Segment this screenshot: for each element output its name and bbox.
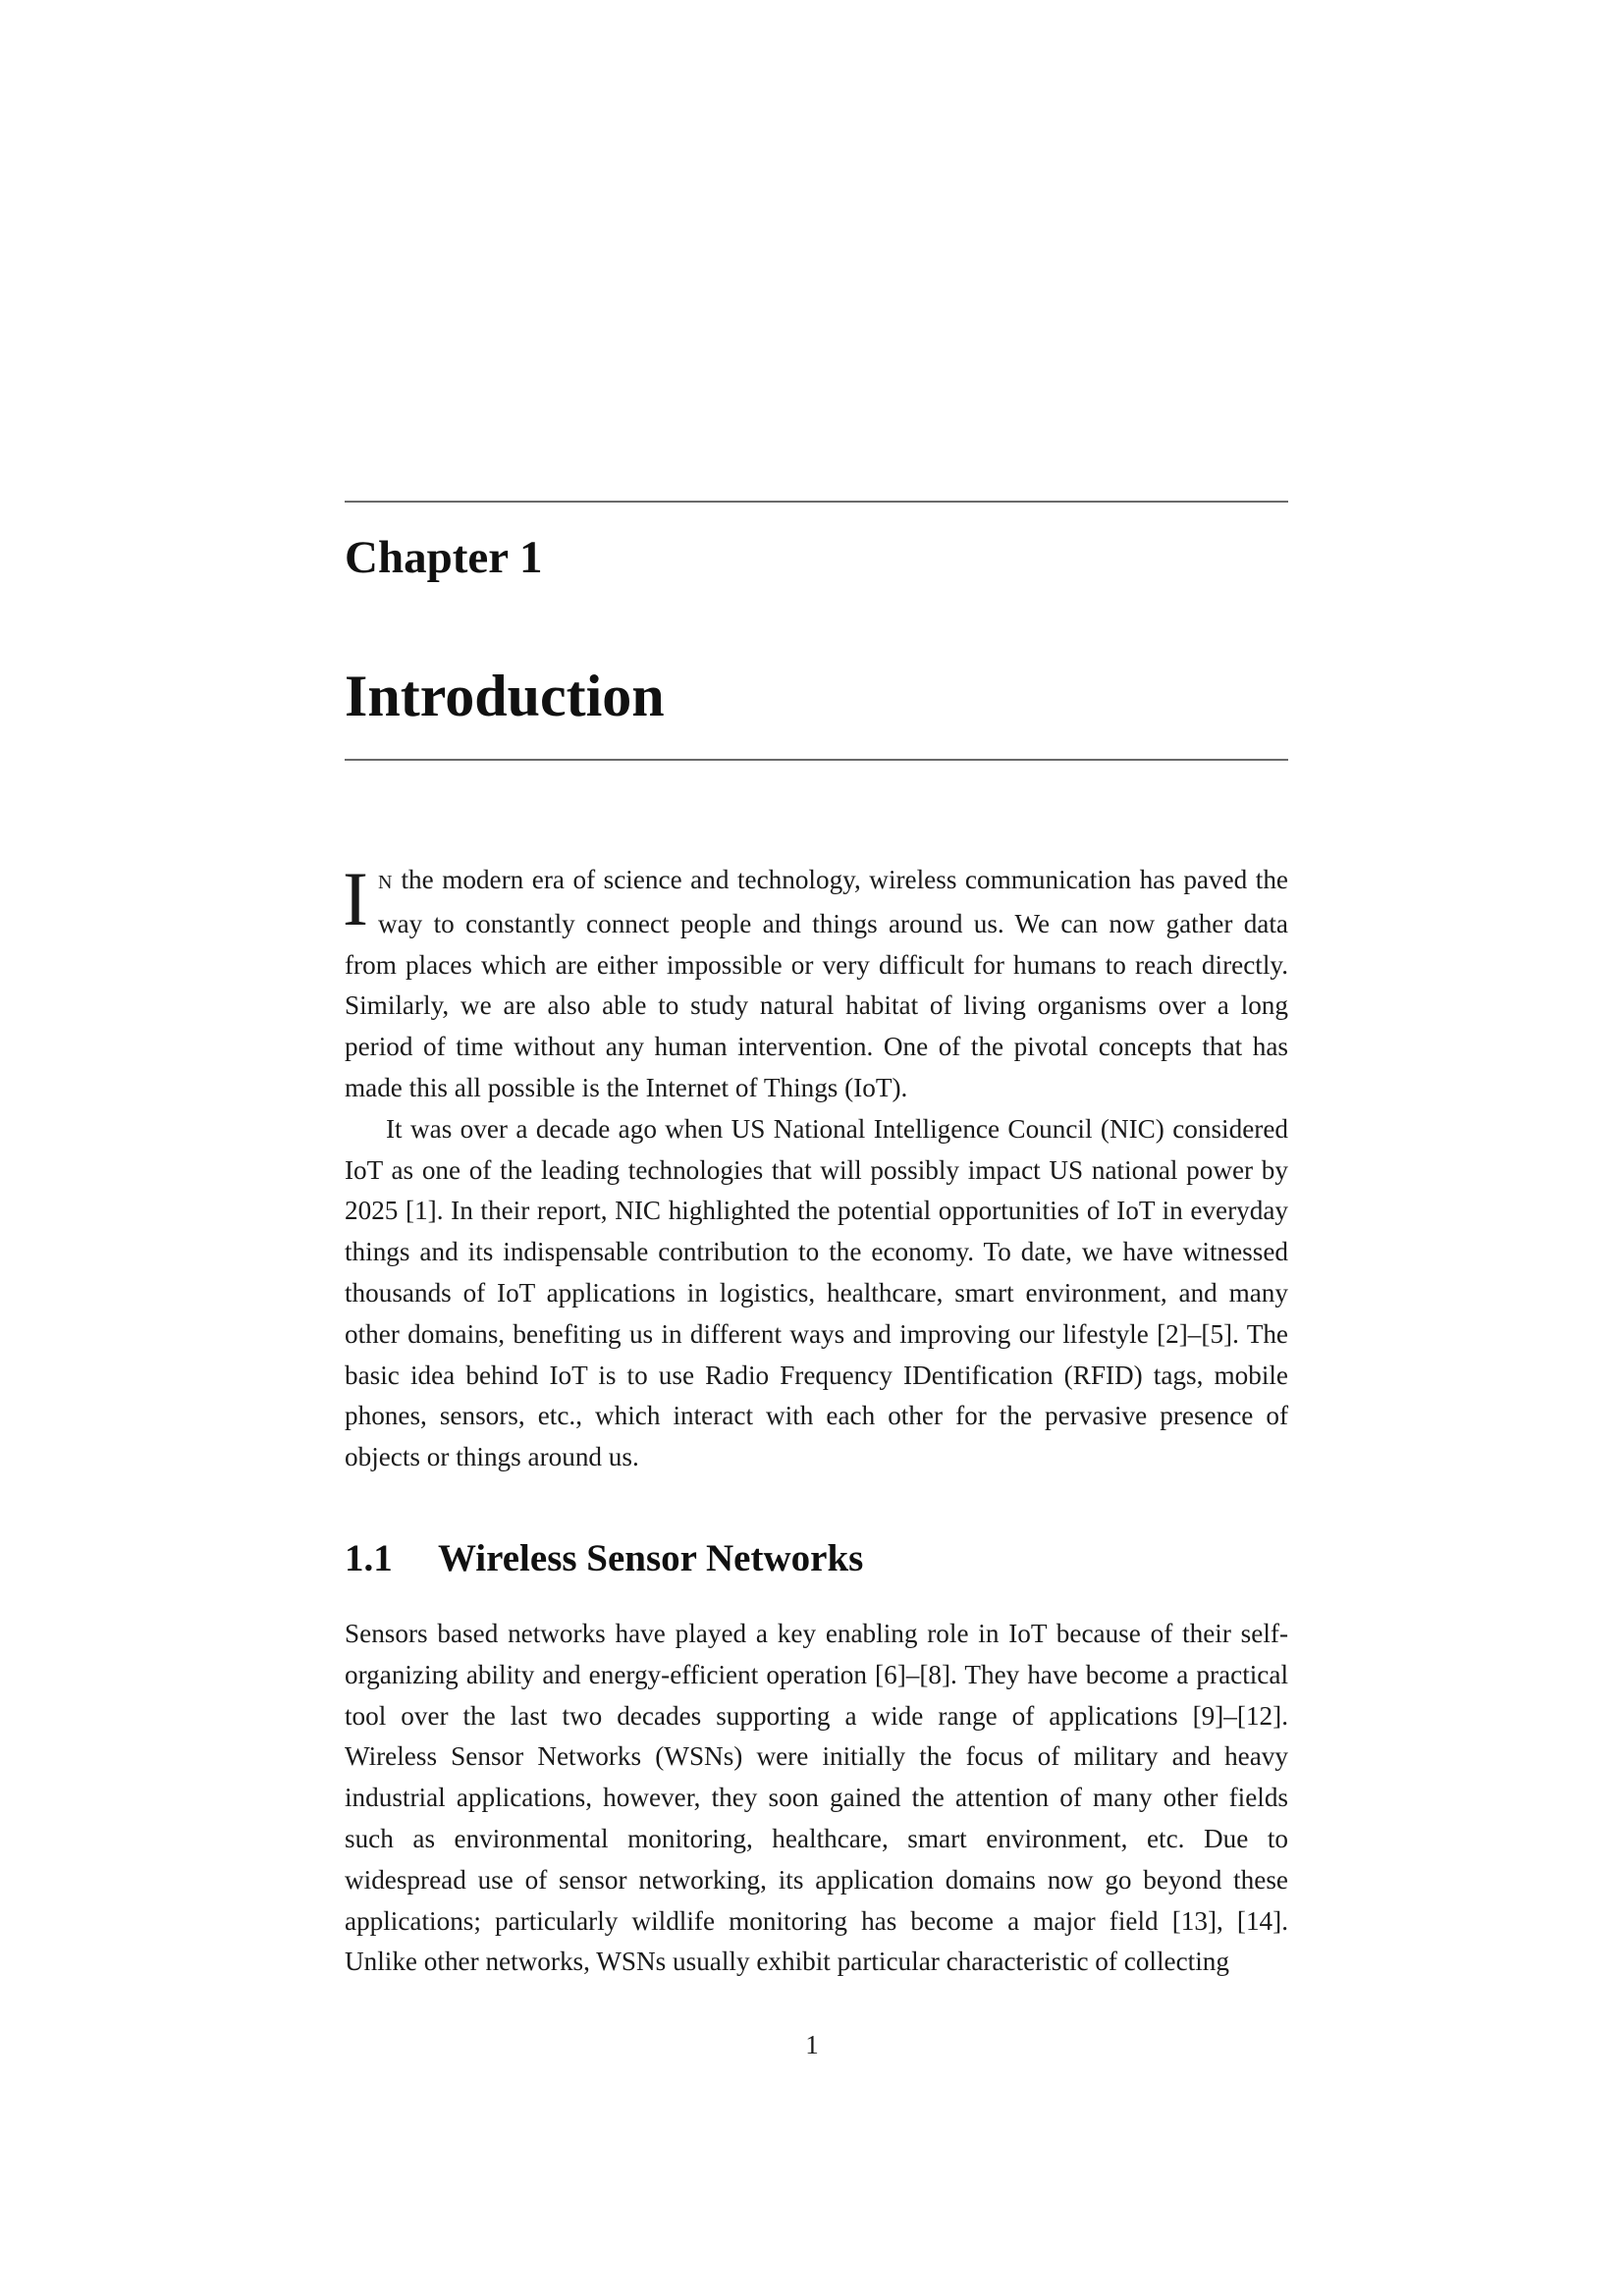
section-heading xyxy=(345,1533,863,1584)
intro-paragraph-1-text: the modern era of science and technology, wireless communication has paved the way to constantly connect people and things around us. We can now gather data from places which are either impossible or very difficult for humans to reach directly. Similarly, we are also able to study natural habitat of living organisms over a long period of time without any human intervention. One of the pivotal concepts that has made this all possible is the Internet of Things (IoT). xyxy=(345,865,1288,1102)
drop-cap-rest: N xyxy=(377,872,393,893)
drop-cap: I xyxy=(343,856,368,941)
section-number: 1.1 xyxy=(345,1537,393,1579)
section-title: Wireless Sensor Networks xyxy=(438,1537,864,1579)
intro-paragraph-2: It was over a decade ago when US National Intelligence Council (NIC) considered IoT as one of the leading technologies that will possibly impact US national power by 2025 [1]. In their report, NIC highlighted the potential opportunities of IoT in everyday things and its indispensable contribution to the economy. To date, we have witnessed thousands of IoT applications in logistics, healthcare, smart environment, and many other domains, benefiting us in different ways and improving our lifestyle [2]–[5]. The basic idea behind IoT is to use Radio Frequency IDentification (RFID) tags, mobile phones, sensors, etc., which interact with each other for the pervasive presence of objects or things around us. xyxy=(345,1113,1288,1472)
section-paragraph-1: Sensors based networks have played a key enabling role in IoT because of their self-organizing ability and energy-efficient operation [6]–[8]. They have become a practical tool over the last two decades supporting a wide range of applications [9]–[12]. Wireless Sensor Networks (WSNs) were initially the focus of military and heavy industrial applications, however, they soon gained the attention of many other fields such as environmental monitoring, healthcare, smart environment, etc. Due to widespread use of sensor networking, its application domains now go beyond these applications; particularly wildlife monitoring has become a major field [13], [14]. Unlike other networks, WSNs usually exhibit particular characteristic of collecting xyxy=(345,1619,1288,1977)
page-number: 1 xyxy=(805,2030,819,2059)
section-text xyxy=(345,1614,1288,1983)
chapter-title: Introduction xyxy=(345,664,665,728)
chapter-bottom-rule xyxy=(345,759,1288,761)
intro-text xyxy=(343,856,1288,1478)
chapter-top-rule xyxy=(345,501,1288,503)
chapter-label: Chapter 1 xyxy=(345,532,543,583)
intro-paragraph-1 xyxy=(343,856,1288,1109)
